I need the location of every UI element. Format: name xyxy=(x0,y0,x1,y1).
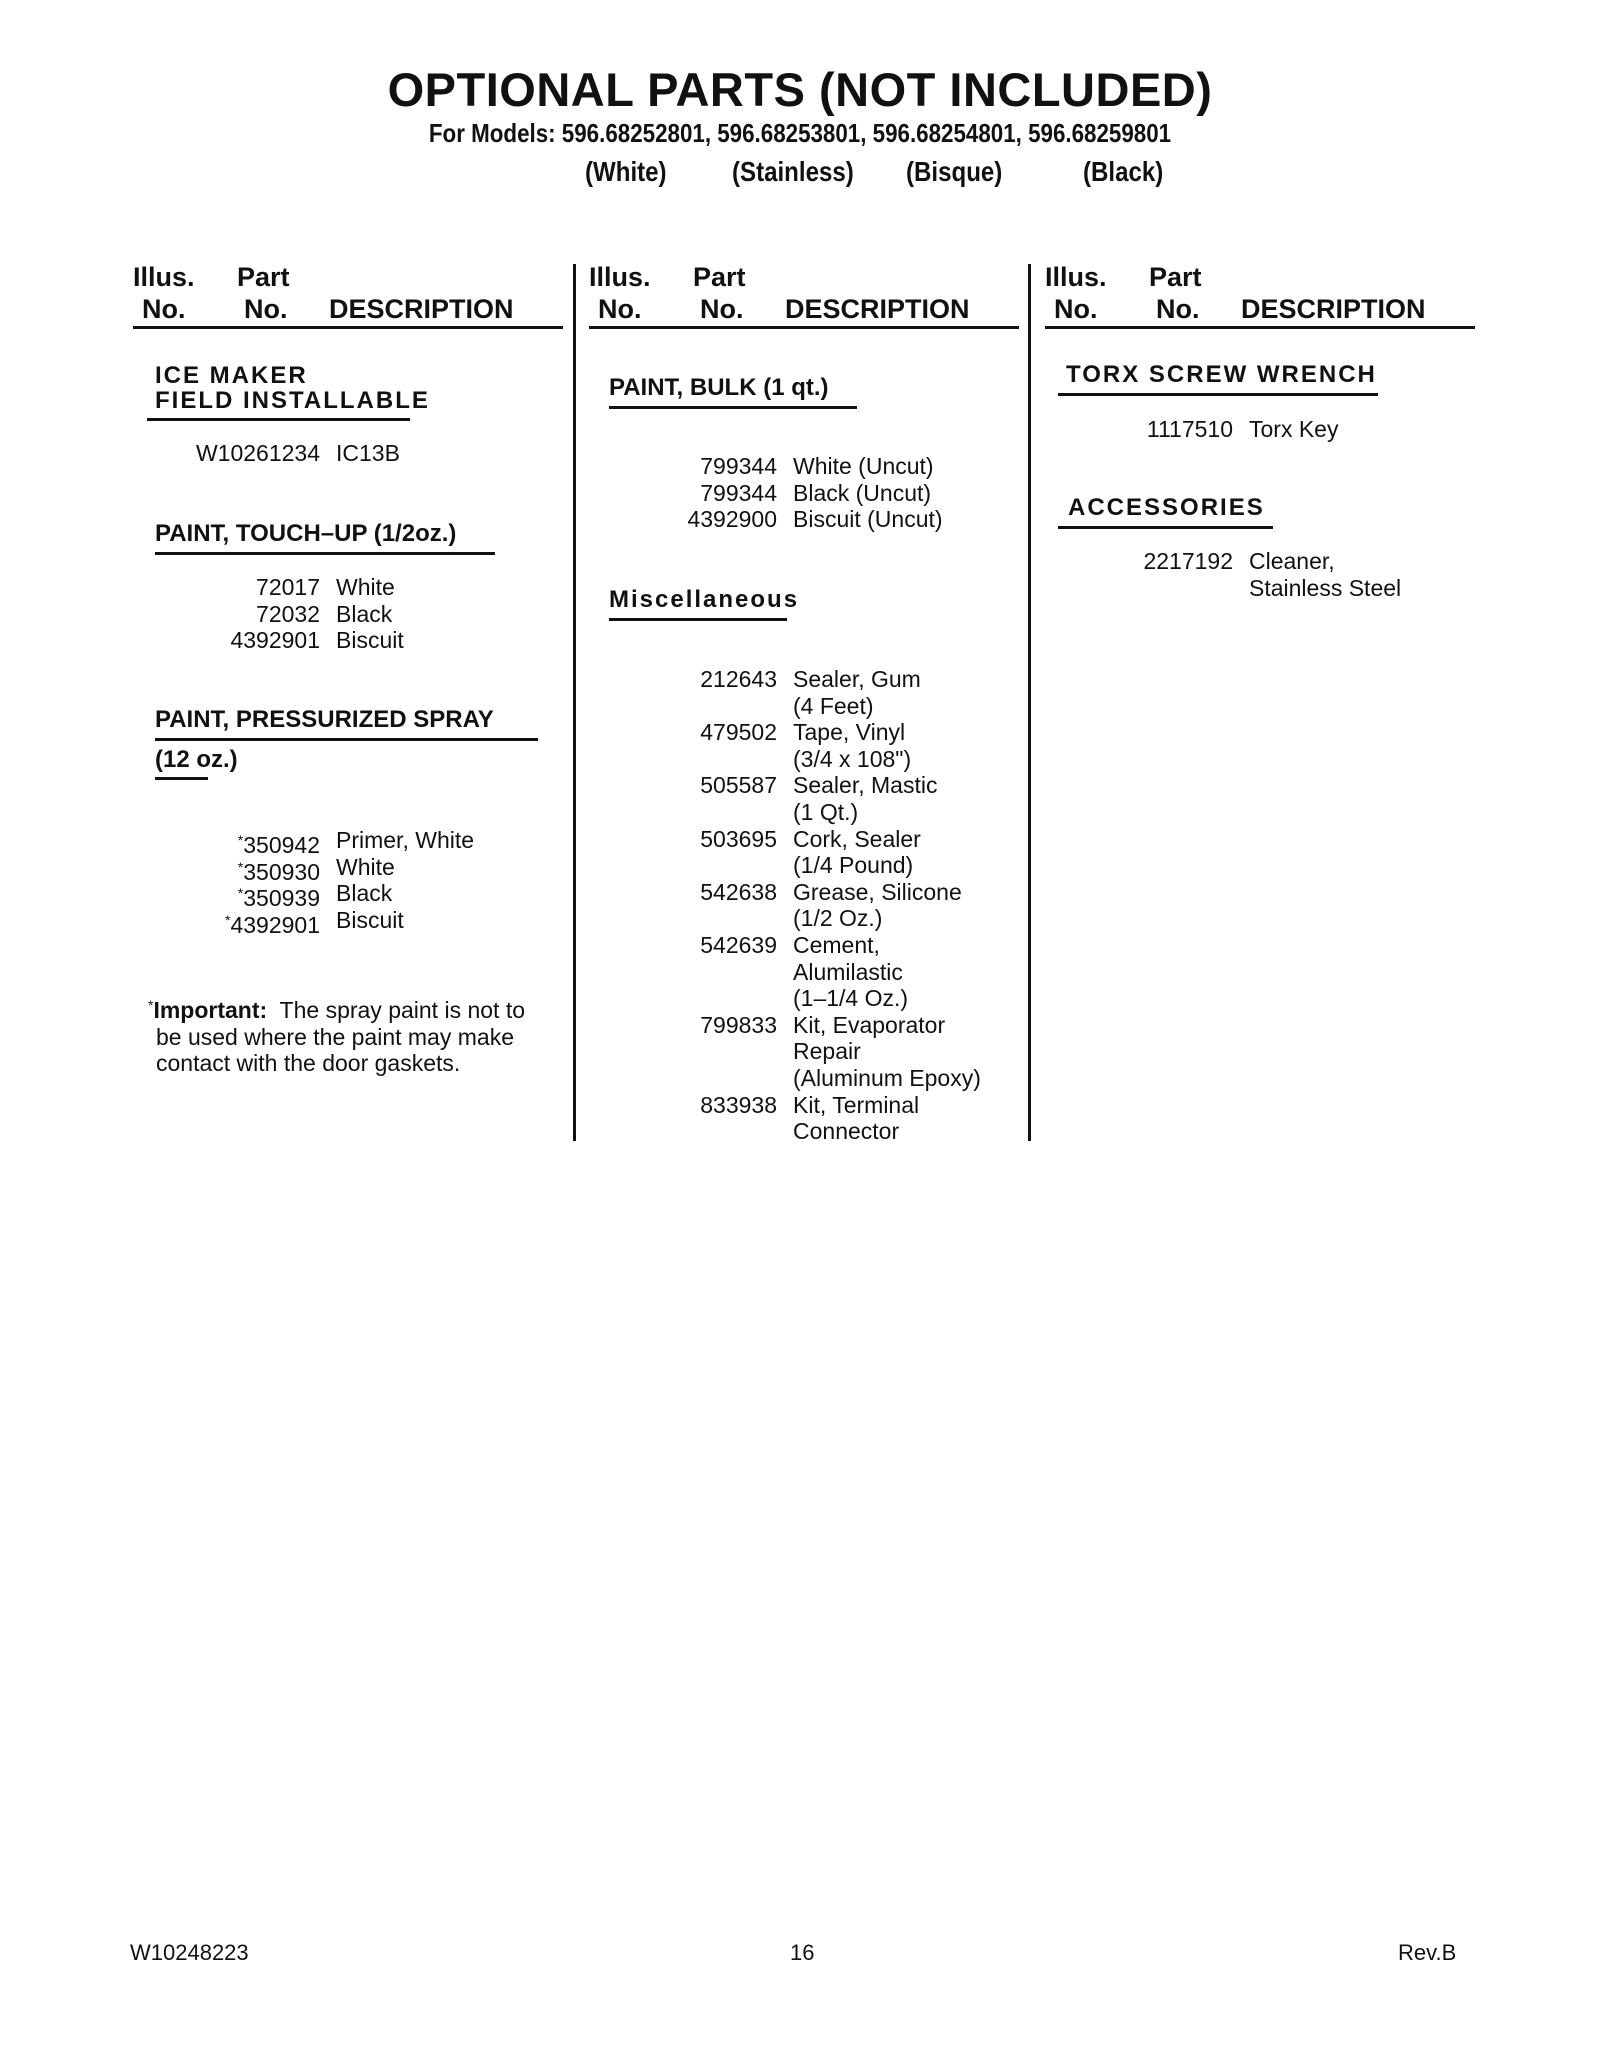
section-title: PAINT, TOUCH–UP (1/2oz.) xyxy=(155,520,457,547)
asterisk-mark: * xyxy=(237,832,244,848)
part-description: Cement, Alumilastic (1–1/4 Oz.) xyxy=(793,932,909,1012)
header-illus: Illus. xyxy=(133,262,195,292)
section-title: (12 oz.) xyxy=(155,746,238,773)
part-number: 799344 xyxy=(700,453,777,479)
page-title: OPTIONAL PARTS (NOT INCLUDED) xyxy=(387,63,1213,116)
part-number: 72032 xyxy=(256,600,320,627)
part-description: White (Uncut) xyxy=(793,453,934,479)
note-text: The spray paint is not to be used where the paint may make contact with the door gaskets. xyxy=(156,997,526,1077)
part-description: White xyxy=(336,574,395,600)
section-title: TORX SCREW WRENCH xyxy=(1066,361,1377,388)
header-rule xyxy=(133,326,563,329)
color-black: (Black) xyxy=(1083,156,1164,187)
part-description: Primer, White xyxy=(336,827,475,853)
part-number: W10261234 xyxy=(195,440,320,466)
part-description: Biscuit xyxy=(336,627,404,654)
header-part-no: No. xyxy=(700,294,744,324)
section-title: FIELD INSTALLABLE xyxy=(155,387,430,414)
part-number: 799833 xyxy=(700,1011,777,1038)
part-number: *350939 xyxy=(237,885,320,912)
header-part: Part xyxy=(693,262,746,292)
header-illus: Illus. xyxy=(1045,262,1107,292)
part-number: *350942 xyxy=(237,832,320,858)
part-number: *350930 xyxy=(237,858,320,885)
part-description: Tape, Vinyl (3/4 x 108") xyxy=(793,719,912,772)
models-line: For Models: 596.68252801, 596.68253801, 596.68254801, 596.68259801 xyxy=(428,118,1172,148)
section-rule xyxy=(1058,526,1273,529)
part-number: 212643 xyxy=(700,666,777,692)
header-rule xyxy=(589,326,1019,329)
section-title: PAINT, BULK (1 qt.) xyxy=(609,374,829,401)
important-note xyxy=(148,992,536,1077)
asterisk-mark: * xyxy=(237,858,244,875)
part-description: Sealer, Mastic (1 Qt.) xyxy=(793,772,938,825)
color-bisque: (Bisque) xyxy=(906,156,1003,187)
asterisk-mark: * xyxy=(148,997,154,1013)
part-description: IC13B xyxy=(336,440,400,466)
part-number: 799344 xyxy=(700,479,777,506)
section-rule xyxy=(155,738,538,741)
section-rule xyxy=(155,777,208,780)
header-part-no: No. xyxy=(244,294,288,324)
column-divider xyxy=(1028,264,1031,1141)
header-description: DESCRIPTION xyxy=(1241,294,1426,324)
asterisk-mark: * xyxy=(237,885,244,902)
part-description: Sealer, Gum (4 Feet) xyxy=(793,666,921,719)
part-description: Cleaner, Stainless Steel xyxy=(1249,548,1402,601)
part-description: Kit, Evaporator Repair (Aluminum Epoxy) xyxy=(793,1011,981,1091)
section-title: PAINT, PRESSURIZED SPRAY xyxy=(155,706,494,733)
part-description: Kit, Terminal Connector xyxy=(793,1091,920,1145)
part-description: Biscuit (Uncut) xyxy=(793,506,943,533)
part-number: 72017 xyxy=(256,574,320,600)
section-rule xyxy=(155,552,495,555)
part-number: 4392901 xyxy=(230,627,320,654)
section-rule xyxy=(609,406,857,409)
part-number: 503695 xyxy=(700,825,777,852)
part-number: 505587 xyxy=(700,772,777,799)
header-rule xyxy=(1045,326,1475,329)
part-number: 4392900 xyxy=(687,506,777,533)
header-illus-no: No. xyxy=(1054,294,1098,324)
part-description: Cork, Sealer (1/4 Pound) xyxy=(793,825,921,879)
part-description: Biscuit xyxy=(336,906,404,933)
section-rule xyxy=(147,418,410,421)
part-description: White xyxy=(336,853,395,880)
revision: Rev.B xyxy=(1398,1940,1457,1965)
section-title: Miscellaneous xyxy=(609,586,800,613)
part-description: Black (Uncut) xyxy=(793,479,932,506)
doc-number: W10248223 xyxy=(130,1940,249,1965)
part-description: Black xyxy=(336,880,393,907)
note-label: Important: xyxy=(153,997,268,1023)
part-number: *4392901 xyxy=(225,911,320,938)
asterisk-mark: * xyxy=(225,911,231,928)
page-number: 16 xyxy=(790,1940,815,1965)
part-number: 2217192 xyxy=(1143,548,1233,574)
column-divider xyxy=(573,264,576,1141)
header-illus-no: No. xyxy=(142,294,186,324)
section-rule xyxy=(609,618,787,621)
color-white: (White) xyxy=(585,156,667,187)
part-number: 1117510 xyxy=(1146,416,1233,442)
header-description: DESCRIPTION xyxy=(785,294,970,324)
header-part: Part xyxy=(1149,262,1202,292)
header-description: DESCRIPTION xyxy=(329,294,514,324)
part-description: Grease, Silicone (1/2 Oz.) xyxy=(793,878,962,932)
header-illus-no: No. xyxy=(598,294,642,324)
section-rule xyxy=(1058,393,1378,396)
part-description: Torx Key xyxy=(1249,416,1339,442)
color-stainless: (Stainless) xyxy=(732,156,854,187)
part-number: 833938 xyxy=(700,1091,777,1118)
section-title: ICE MAKER xyxy=(155,362,308,389)
section-title: ACCESSORIES xyxy=(1068,494,1265,521)
header-part: Part xyxy=(237,262,290,292)
header-illus: Illus. xyxy=(589,262,651,292)
part-number: 542639 xyxy=(700,932,777,958)
part-number: 479502 xyxy=(700,719,777,746)
part-number: 542638 xyxy=(700,878,777,905)
part-description: Black xyxy=(336,600,393,627)
header-part-no: No. xyxy=(1156,294,1200,324)
